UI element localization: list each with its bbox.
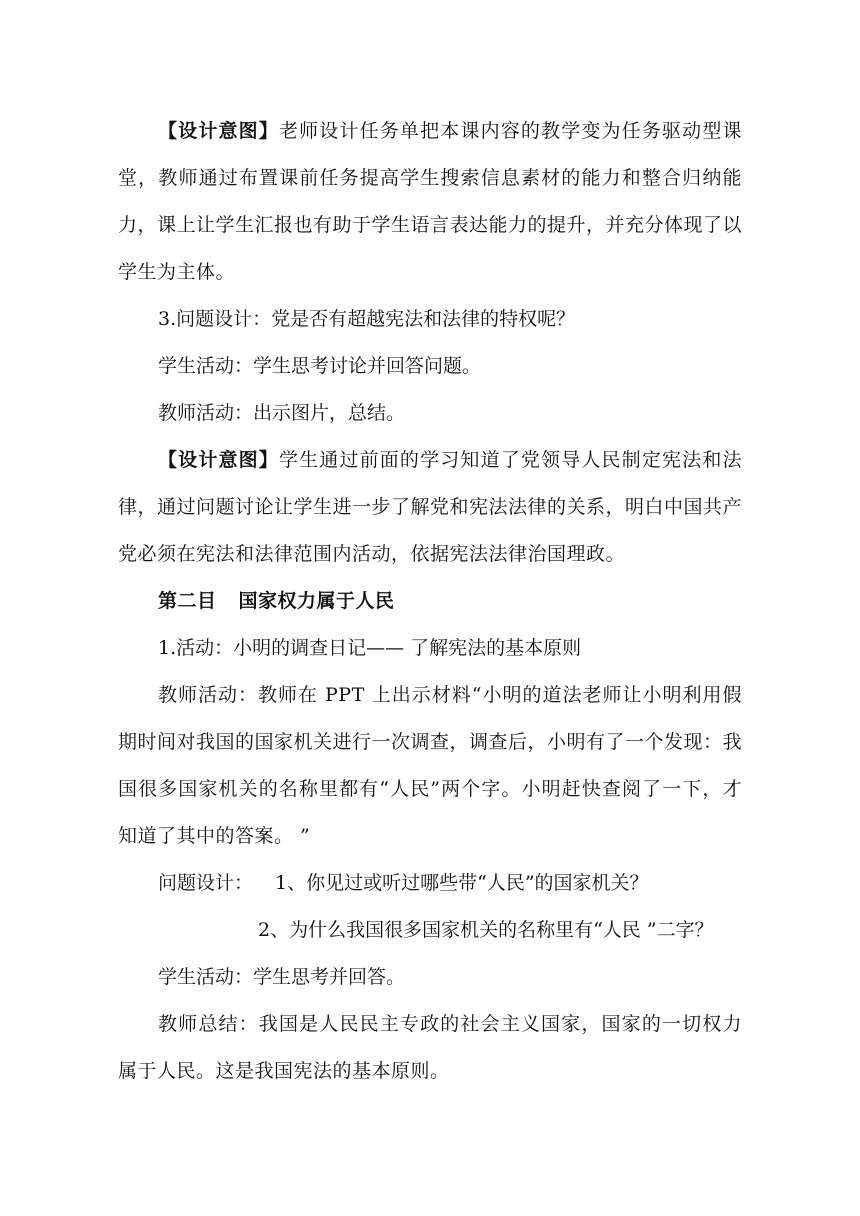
design-intent-label: 【设计意图】 xyxy=(158,449,279,471)
design-intent-text: 老师设计任务单把本课内容的教学变为任务驱动型课堂，教师通过布置课前任务提高学生搜索信息素材的能力和整合归纳能力，课上让学生汇报也有助于学生语言表达能力的提升，并充分体现了以学生为主体。 xyxy=(118,120,743,283)
section-heading-title: 国家权力属于人民 xyxy=(238,590,395,612)
question-design-label: 问题设计： xyxy=(158,872,254,894)
section-heading xyxy=(118,578,742,625)
question-design-line-2: 2、为什么我国很多国家机关的名称里有“人民 ”二字？ xyxy=(258,919,714,941)
question-design-3: 3.问题设计：党是否有超越宪法和法律的特权呢？ xyxy=(158,308,576,330)
design-intent-paragraph-2 xyxy=(118,437,742,578)
design-intent-text: 学生通过前面的学习知道了党领导人民制定宪法和法律，通过问题讨论让学生进一步了解党和宪法法律的关系，明白中国共产党必须在宪法和法律范围内活动，依据宪法法律治国理政。 xyxy=(118,449,743,565)
section-heading-number: 第二目 xyxy=(158,590,217,612)
activity-title: 1.活动：小明的调查日记—— 了解宪法的基本原则 xyxy=(158,637,582,659)
student-activity-paragraph: 学生活动：学生思考讨论并回答问题。 xyxy=(158,355,482,377)
question-design-line-1 xyxy=(118,860,742,907)
document-page xyxy=(118,108,742,1095)
teacher-activity-material: 教师活动：教师在 PPT 上出示材料“小明的道法老师让小明利用假期时间对我国的国家机关进行一次调查，调查后，小明有了一个发现：我国很多国家机关的名称里都有“人民”两个字。小明赶快查阅了一下，才知道了其中的答案。 ” xyxy=(118,684,743,847)
teacher-activity-paragraph: 教师活动：出示图片，总结。 xyxy=(158,402,406,424)
question-item-1: 1、你见过或听过哪些带“人民”的国家机关？ xyxy=(275,872,649,894)
teacher-summary: 教师总结：我国是人民民主专政的社会主义国家，国家的一切权力属于人民。这是我国宪法的基本原则。 xyxy=(118,1013,742,1082)
design-intent-paragraph-1 xyxy=(118,108,742,296)
design-intent-label: 【设计意图】 xyxy=(158,120,279,142)
student-activity-answer: 学生活动：学生思考并回答。 xyxy=(158,966,406,988)
